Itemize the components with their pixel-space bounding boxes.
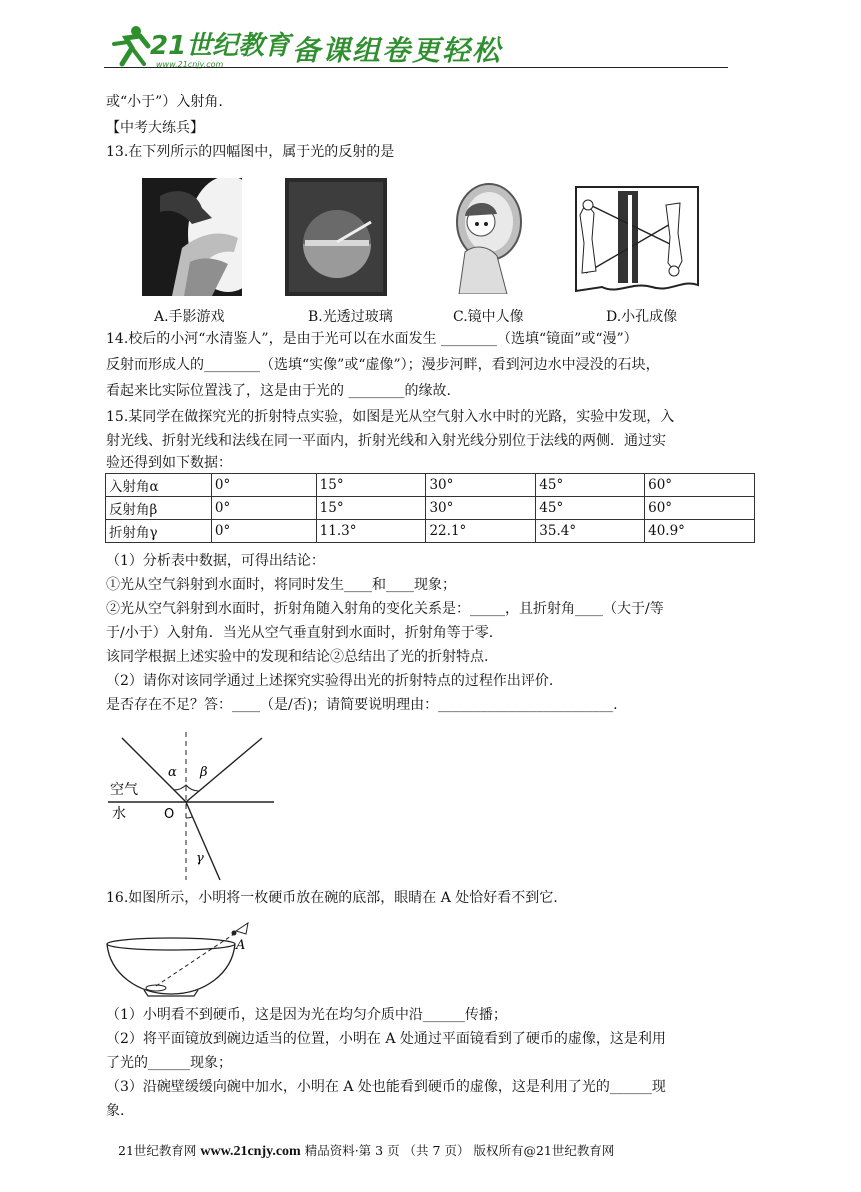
refracted-ray bbox=[186, 802, 220, 880]
alpha-label: α bbox=[168, 765, 177, 780]
question-14-line2: 反射而形成人的________（选填“实像”或“虚像”）；漫步河畔，看到河边水中浸没的石块， bbox=[106, 357, 660, 373]
header-logo bbox=[108, 24, 538, 70]
question-16-part2-cont: 了光的______现象； bbox=[106, 1055, 232, 1071]
refraction-diagram bbox=[108, 730, 278, 890]
table-cell: 30° bbox=[426, 497, 536, 520]
header-rule bbox=[104, 67, 728, 68]
table-cell: 22.1° bbox=[426, 520, 536, 543]
bowl-diagram bbox=[104, 912, 274, 1002]
table-cell: 60° bbox=[645, 497, 755, 520]
pinhole-image bbox=[572, 183, 702, 295]
section-heading: 【中考大练兵】 bbox=[106, 120, 204, 136]
runner-icon bbox=[114, 26, 148, 64]
water-label: 水 bbox=[112, 806, 126, 822]
page-footer bbox=[118, 1141, 614, 1160]
logo-url: www.21cnjy.com bbox=[156, 60, 224, 69]
caption-c: C.镜中人像 bbox=[453, 309, 524, 325]
table-cell: 0° bbox=[211, 474, 316, 497]
footer-site-link[interactable]: www.21cnjy.com bbox=[200, 1144, 301, 1159]
origin-label: O bbox=[164, 807, 175, 822]
table-cell: 30° bbox=[426, 474, 536, 497]
table-cell: 入射角α bbox=[106, 474, 212, 497]
angle-table bbox=[105, 473, 755, 543]
slogan: 备课组卷更轻松 bbox=[292, 34, 503, 67]
bowl-body bbox=[107, 944, 235, 994]
part-1-c: 于/小于）入射角．当光从空气垂直射到水面时，折射角等于零. bbox=[106, 625, 494, 641]
caption-a: A.手影游戏 bbox=[154, 309, 225, 325]
question-13: 13.在下列所示的四幅图中，属于光的反射的是 bbox=[106, 144, 395, 160]
table-row bbox=[106, 520, 755, 543]
footer-middle: 精品资料·第 3 页 （共 7 页） bbox=[304, 1143, 470, 1158]
table-cell: 0° bbox=[211, 520, 316, 543]
table-cell: 11.3° bbox=[316, 520, 426, 543]
table-cell: 反射角β bbox=[106, 497, 212, 520]
reflected-ray bbox=[186, 738, 262, 802]
beta-label: β bbox=[200, 765, 208, 780]
table-cell: 0° bbox=[211, 497, 316, 520]
table-cell: 折射角γ bbox=[106, 520, 212, 543]
table-row bbox=[106, 474, 755, 497]
part-1-heading: （1）分析表中数据，可得出结论： bbox=[106, 553, 325, 569]
footer-right: 版权所有@21世纪教育网 bbox=[473, 1143, 615, 1158]
table-cell: 40.9° bbox=[645, 520, 755, 543]
part-1-d: 该同学根据上述实验中的发现和结论②总结出了光的折射特点. bbox=[106, 649, 489, 665]
sight-line bbox=[156, 934, 234, 986]
hand-shadow-image bbox=[142, 178, 242, 296]
question-16-part3-cont: 象. bbox=[106, 1103, 125, 1119]
question-16-part2: （2）将平面镜放到碗边适当的位置，小明在 A 处通过平面镜看到了硬币的虚像，这是利用 bbox=[106, 1031, 666, 1047]
table-cell: 15° bbox=[316, 497, 426, 520]
point-a-label: A bbox=[236, 938, 246, 953]
question-16-part3: （3）沿碗壁缓缓向碗中加水，小明在 A 处也能看到硬币的虚像，这是利用了光的______现 bbox=[106, 1079, 666, 1095]
gamma-label: γ bbox=[196, 851, 204, 866]
question-14-line3: 看起来比实际位置浅了，这是由于光的 ________的缘故. bbox=[106, 383, 451, 399]
air-label: 空气 bbox=[110, 782, 138, 798]
caption-d: D.小孔成像 bbox=[606, 309, 678, 325]
question-15-line2: 射光线、折射光线和法线在同一平面内，折射光线和入射光线分别位于法线的两侧．通过实 bbox=[106, 433, 666, 449]
table-cell: 45° bbox=[536, 474, 645, 497]
question-16: 16.如图所示，小明将一枚硬币放在碗的底部，眼睛在 A 处恰好看不到它. bbox=[106, 890, 558, 906]
question-16-part1: （1）小明看不到硬币，这是因为光在均匀介质中沿______传播； bbox=[106, 1007, 507, 1023]
footer-left: 21世纪教育网 bbox=[118, 1143, 197, 1158]
eye-icon bbox=[236, 923, 248, 934]
question-15-line1: 15.某同学在做探究光的折射特点实验，如图是光从空气射入水中时的光路，实验中发现，入 bbox=[106, 409, 675, 425]
bowl-rim bbox=[107, 938, 235, 950]
part-2-heading: （2）请你对该同学通过上述探究实验得出光的折射特点的过程作出评价. bbox=[106, 673, 554, 689]
glass-light-image bbox=[285, 178, 387, 296]
part-2-a: 是否存在不足？答：____（是/否)；请简要说明理由：_________________________. bbox=[106, 697, 618, 713]
question-15-line3: 验还得到如下数据： bbox=[106, 455, 232, 471]
table-row bbox=[106, 497, 755, 520]
table-cell: 60° bbox=[645, 474, 755, 497]
part-1-b: ②光从空气斜射到水面时，折射角随入射角的变化关系是：_____，且折射角____（大于/等 bbox=[106, 601, 664, 617]
caption-b: B.光透过玻璃 bbox=[308, 309, 393, 325]
question-14-line1: 14.校后的小河“水清鉴人”，是由于光可以在水面发生 ________（选填“镜面”或“漫”） bbox=[106, 331, 638, 347]
table-cell: 15° bbox=[316, 474, 426, 497]
table-cell: 45° bbox=[536, 497, 645, 520]
mirror-image bbox=[449, 182, 527, 294]
part-1-a: ①光从空气斜射到水面时，将同时发生____和____现象； bbox=[106, 577, 456, 593]
logo-text: 21世纪教育 bbox=[150, 31, 291, 61]
text-line: 或“小于”）入射角. bbox=[106, 94, 223, 110]
table-cell: 35.4° bbox=[536, 520, 645, 543]
